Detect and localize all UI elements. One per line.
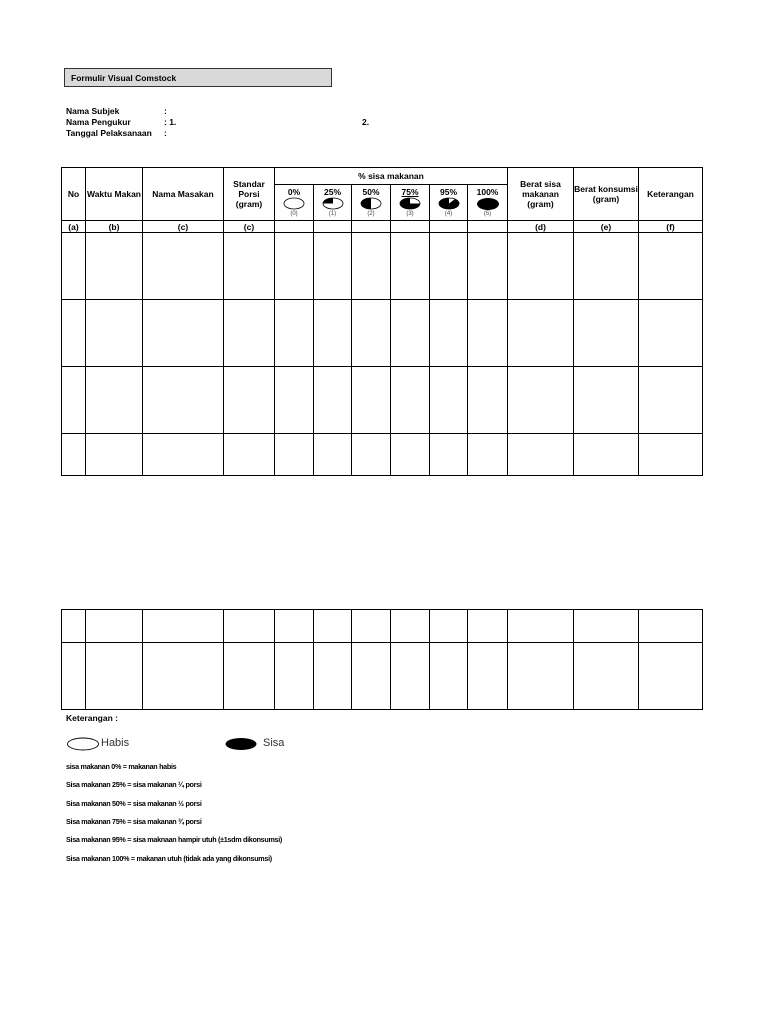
table-row bbox=[62, 367, 703, 434]
code-cell: (f) bbox=[639, 221, 703, 233]
note-line: sisa makanan 0% = makanan habis bbox=[66, 762, 177, 771]
form-title: Formulir Visual Comstock bbox=[64, 68, 332, 87]
entry-cell[interactable] bbox=[508, 300, 574, 367]
header-consumed-weight: Berat konsumsi (gram) bbox=[574, 168, 639, 221]
almost-full-ellipse-icon bbox=[438, 197, 460, 210]
note-line: Sisa makanan 95% = sisa maknaan hampir utuh (±1sdm dikonsumsi) bbox=[66, 835, 283, 844]
entry-cell[interactable] bbox=[275, 610, 314, 643]
entry-cell[interactable] bbox=[314, 233, 352, 300]
entry-cell[interactable] bbox=[468, 610, 508, 643]
entry-cell[interactable] bbox=[574, 300, 639, 367]
pct-100-label: 100% bbox=[476, 187, 499, 197]
entry-cell[interactable] bbox=[391, 300, 430, 367]
empty-ellipse-icon bbox=[283, 197, 305, 210]
pct-0-score: (0) bbox=[290, 211, 298, 217]
entry-cell[interactable] bbox=[430, 434, 468, 476]
entry-cell[interactable] bbox=[508, 367, 574, 434]
entry-cell[interactable] bbox=[224, 643, 275, 710]
pct-75-label: 75% bbox=[401, 187, 419, 197]
measurer-colon: : 1. bbox=[164, 117, 177, 127]
sisa-legend-icon bbox=[224, 737, 258, 751]
pct-25-cell bbox=[314, 185, 352, 221]
legend-habis-label: Habis bbox=[101, 737, 130, 749]
date-label: Tanggal Pelaksanaan bbox=[66, 128, 152, 138]
entry-cell[interactable] bbox=[314, 610, 352, 643]
entry-cell[interactable] bbox=[143, 610, 224, 643]
entry-cell[interactable] bbox=[275, 643, 314, 710]
entry-cell[interactable] bbox=[508, 610, 574, 643]
entry-cell[interactable] bbox=[468, 233, 508, 300]
entry-cell[interactable] bbox=[143, 434, 224, 476]
header-meal-time: Waktu Makan bbox=[86, 168, 143, 221]
entry-cell[interactable] bbox=[62, 610, 86, 643]
pct-25-score: (1) bbox=[328, 211, 337, 217]
pct-75-cell bbox=[391, 185, 430, 221]
entry-cell[interactable] bbox=[275, 367, 314, 434]
note-line: Sisa makanan 100% = makanan utuh (tidak ada yang dikonsumsi) bbox=[66, 854, 272, 863]
code-cell: (a) bbox=[62, 221, 86, 233]
header-remarks: Keterangan bbox=[639, 168, 703, 221]
entry-cell[interactable] bbox=[574, 233, 639, 300]
entry-cell[interactable] bbox=[224, 610, 275, 643]
entry-cell[interactable] bbox=[391, 434, 430, 476]
entry-cell[interactable] bbox=[391, 367, 430, 434]
entry-cell[interactable] bbox=[430, 367, 468, 434]
entry-cell[interactable] bbox=[430, 610, 468, 643]
entry-cell[interactable] bbox=[468, 367, 508, 434]
date-colon: : bbox=[164, 128, 167, 138]
header-leftover-weight: Berat sisa makanan (gram) bbox=[508, 168, 574, 221]
habis-legend-icon bbox=[66, 737, 100, 751]
entry-cell[interactable] bbox=[62, 367, 86, 434]
code-cell: (c) bbox=[224, 221, 275, 233]
code-cell: (d) bbox=[508, 221, 574, 233]
pct-50-cell bbox=[352, 185, 391, 221]
notes-title: Keterangan : bbox=[66, 713, 118, 723]
entry-cell[interactable] bbox=[430, 643, 468, 710]
entry-cell[interactable] bbox=[639, 610, 703, 643]
note-line: Sisa makanan 75% = sisa makanan ¾ porsi bbox=[66, 817, 202, 826]
entry-cell[interactable] bbox=[86, 610, 143, 643]
entry-cell[interactable] bbox=[86, 233, 143, 300]
entry-cell[interactable] bbox=[224, 300, 275, 367]
header-leftover-group: % sisa makanan bbox=[275, 168, 508, 185]
entry-cell[interactable] bbox=[275, 300, 314, 367]
legend-sisa-label: Sisa bbox=[263, 737, 285, 749]
measurer-label: Nama Pengukur bbox=[66, 117, 131, 127]
subject-colon: : bbox=[164, 106, 167, 116]
entry-cell[interactable] bbox=[62, 643, 86, 710]
pct-100-score: (5) bbox=[483, 211, 492, 217]
entry-cell[interactable] bbox=[275, 233, 314, 300]
entry-cell[interactable] bbox=[314, 300, 352, 367]
table-row bbox=[62, 233, 703, 300]
full-ellipse-icon bbox=[476, 197, 500, 211]
pct-25-label: 25% bbox=[323, 187, 341, 197]
header-standard: Standar Porsi (gram) bbox=[224, 168, 275, 221]
pct-75-score: (3) bbox=[406, 211, 414, 217]
code-cell: (b) bbox=[86, 221, 143, 233]
entry-cell[interactable] bbox=[86, 367, 143, 434]
entry-cell[interactable] bbox=[143, 300, 224, 367]
entry-cell[interactable] bbox=[62, 434, 86, 476]
header-dish: Nama Masakan bbox=[143, 168, 224, 221]
note-line: Sisa makanan 50% = sisa makanan ½ porsi bbox=[66, 799, 202, 808]
code-cell bbox=[391, 221, 430, 233]
entry-cell[interactable] bbox=[352, 610, 391, 643]
pct-0-cell bbox=[275, 185, 314, 221]
entry-cell[interactable] bbox=[275, 434, 314, 476]
entry-cell[interactable] bbox=[143, 643, 224, 710]
entry-cell[interactable] bbox=[430, 233, 468, 300]
entry-cell[interactable] bbox=[574, 610, 639, 643]
entry-cell[interactable] bbox=[352, 233, 391, 300]
three-quarter-filled-ellipse-icon bbox=[399, 197, 421, 210]
entry-cell[interactable] bbox=[62, 233, 86, 300]
entry-cell[interactable] bbox=[143, 233, 224, 300]
entry-cell[interactable] bbox=[508, 434, 574, 476]
code-cell: (c) bbox=[143, 221, 224, 233]
entry-cell[interactable] bbox=[391, 610, 430, 643]
pct-100-cell bbox=[468, 185, 508, 221]
entry-cell[interactable] bbox=[352, 300, 391, 367]
entry-cell[interactable] bbox=[86, 434, 143, 476]
table-row bbox=[62, 610, 703, 643]
code-cell bbox=[352, 221, 391, 233]
table-row bbox=[62, 643, 703, 710]
entry-cell[interactable] bbox=[224, 233, 275, 300]
entry-cell[interactable] bbox=[468, 643, 508, 710]
pct-50-score: (2) bbox=[367, 211, 375, 217]
entry-cell[interactable] bbox=[352, 643, 391, 710]
entry-cell[interactable] bbox=[508, 233, 574, 300]
entry-cell[interactable] bbox=[224, 434, 275, 476]
entry-cell[interactable] bbox=[468, 300, 508, 367]
entry-cell[interactable] bbox=[639, 367, 703, 434]
pct-0-label: 0% bbox=[287, 187, 301, 197]
subject-label: Nama Subjek bbox=[66, 106, 120, 116]
entry-cell[interactable] bbox=[62, 300, 86, 367]
entry-cell[interactable] bbox=[314, 643, 352, 710]
entry-cell[interactable] bbox=[574, 643, 639, 710]
table-row bbox=[62, 434, 703, 476]
measurer-second: 2. bbox=[362, 117, 370, 127]
entry-cell[interactable] bbox=[391, 643, 430, 710]
note-line: Sisa makanan 25% = sisa makanan ¼ porsi bbox=[66, 780, 202, 789]
entry-cell[interactable] bbox=[352, 367, 391, 434]
entry-cell[interactable] bbox=[143, 367, 224, 434]
entry-cell[interactable] bbox=[314, 367, 352, 434]
entry-cell[interactable] bbox=[86, 643, 143, 710]
code-cell: (e) bbox=[574, 221, 639, 233]
comstock-table bbox=[61, 167, 703, 476]
pct-95-score: (4) bbox=[444, 211, 453, 217]
entry-cell[interactable] bbox=[430, 300, 468, 367]
entry-cell[interactable] bbox=[574, 367, 639, 434]
entry-cell[interactable] bbox=[314, 434, 352, 476]
pct-95-label: 95% bbox=[439, 187, 457, 197]
code-row bbox=[62, 221, 703, 233]
quarter-filled-ellipse-icon bbox=[322, 197, 344, 210]
entry-cell[interactable] bbox=[86, 300, 143, 367]
entry-cell[interactable] bbox=[468, 434, 508, 476]
entry-cell[interactable] bbox=[639, 643, 703, 710]
entry-cell[interactable] bbox=[224, 367, 275, 434]
entry-cell[interactable] bbox=[639, 434, 703, 476]
pct-50-label: 50% bbox=[362, 187, 380, 197]
continuation-table bbox=[61, 609, 703, 710]
entry-cell[interactable] bbox=[508, 643, 574, 710]
code-cell bbox=[430, 221, 468, 233]
entry-cell[interactable] bbox=[639, 300, 703, 367]
table-row bbox=[62, 300, 703, 367]
half-filled-ellipse-icon bbox=[360, 197, 382, 210]
entry-cell[interactable] bbox=[639, 233, 703, 300]
header-no: No bbox=[62, 168, 86, 221]
code-cell bbox=[275, 221, 314, 233]
pct-95-cell bbox=[430, 185, 468, 221]
entry-cell[interactable] bbox=[391, 233, 430, 300]
entry-cell[interactable] bbox=[352, 434, 391, 476]
code-cell bbox=[468, 221, 508, 233]
code-cell bbox=[314, 221, 352, 233]
entry-cell[interactable] bbox=[574, 434, 639, 476]
